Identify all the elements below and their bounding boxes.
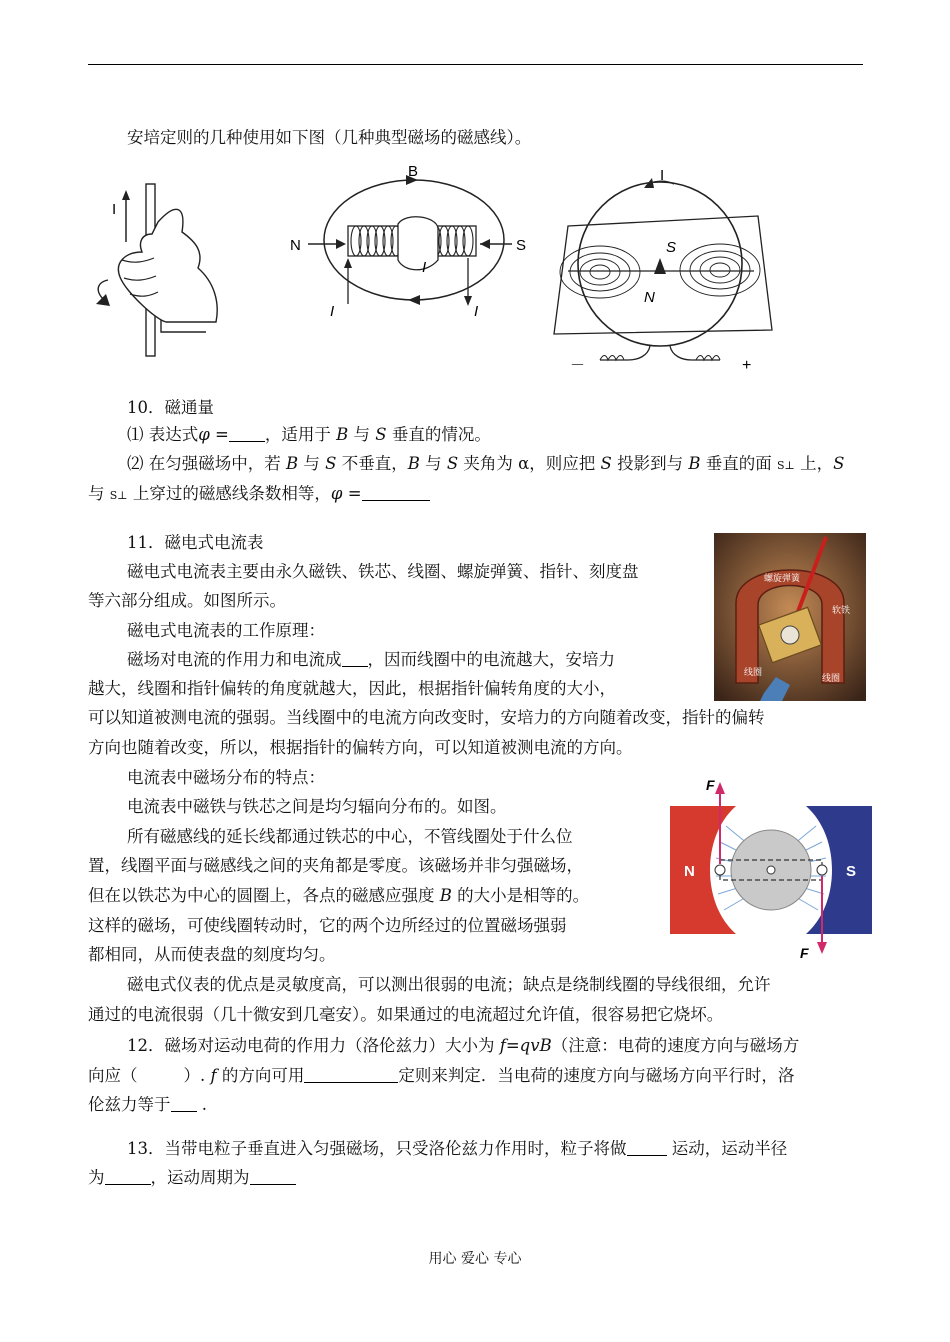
blank-motion[interactable]	[627, 1139, 667, 1156]
label-S: S	[516, 237, 527, 254]
label-S: S	[666, 239, 677, 256]
var-S: S	[446, 454, 459, 473]
iron-core	[781, 626, 799, 644]
sec11-l15: 磁电式仪表的优点是灵敏度高，可以测出很弱的电流；缺点是绕制线圈的导线很细，允许	[127, 975, 771, 994]
text: 运动，运动半径	[666, 1139, 788, 1158]
sec11-l8: 电流表中磁场分布的特点：	[127, 768, 325, 787]
label-I-right: I	[474, 303, 479, 320]
blank-proportion[interactable]	[342, 650, 368, 667]
sec11-l6: 可以知道被测电流的强弱。当线圈中的电流方向改变时，安培力的方向随着改变，指针的偏转	[88, 708, 765, 727]
field-arrow-bottom	[408, 295, 420, 305]
label-S: S	[846, 863, 857, 880]
var-B: B	[688, 454, 701, 473]
force-up-head	[715, 782, 725, 794]
text: 13．当带电粒子垂直进入匀强磁场，只受洛伦兹力作用时，粒子将做	[127, 1139, 627, 1158]
text: 不垂直，	[336, 454, 408, 473]
text: 但在以铁芯为中心的圆圈上，各点的磁感应强度	[88, 886, 440, 905]
sec11-l2: 等六部分组成。如图所示。	[88, 591, 286, 610]
field-curl-head	[96, 294, 110, 306]
label-B: B	[408, 164, 419, 180]
sec11-l4	[127, 648, 615, 672]
figure-solenoid	[286, 164, 536, 324]
page-footer: 用心 爱心 专心	[428, 1251, 522, 1267]
var-B: B	[439, 886, 452, 905]
hand-shape	[398, 217, 438, 270]
sec11-l12	[88, 884, 589, 908]
s-perp: S⊥	[109, 489, 128, 502]
label-coil-right: 线圈	[822, 673, 841, 683]
equals: =	[342, 484, 362, 503]
S-arrow-head	[480, 239, 490, 249]
sec11-l3: 磁电式电流表的工作原理：	[127, 621, 325, 640]
sec11-l13: 这样的磁场，可使线圈转动时，它的两个边所经过的位置磁场强弱	[88, 916, 567, 935]
text: 的大小是相等的。	[451, 886, 590, 905]
intro-text: 安培定则的几种使用如下图（几种典型磁场的磁感线）。	[127, 128, 532, 147]
sec11-l9: 电流表中磁铁与铁芯之间是均匀辐向分布的。如图。	[127, 797, 507, 816]
figure-circular-loop	[548, 164, 778, 378]
s-perp: S⊥	[777, 459, 795, 472]
text: 定则来判定．当电荷的速度方向与磁场方向平行时，洛	[398, 1066, 795, 1085]
phi-symbol: φ	[198, 425, 210, 444]
blank-rule[interactable]	[304, 1066, 398, 1083]
label-N: N	[290, 237, 301, 254]
sec11-title: 11．磁电式电流表	[127, 533, 264, 552]
lead-right-arrow	[464, 296, 472, 306]
label-coil-left: 线圈	[744, 667, 763, 677]
lead-right	[670, 346, 720, 360]
var-S: S	[325, 454, 337, 473]
sec13-l1	[127, 1137, 787, 1161]
label-spring: 螺旋弹簧	[764, 573, 801, 583]
text: .	[196, 1095, 207, 1114]
var-S: S	[375, 425, 387, 444]
sec11-l11: 置，线圈平面与磁感线之间的夹角都是零度。该磁场并非匀强磁场，	[88, 856, 583, 875]
text: 的方向可用	[216, 1066, 305, 1085]
blank-radius[interactable]	[105, 1168, 151, 1185]
hand-shape	[118, 209, 217, 322]
text: 为	[88, 1168, 105, 1187]
text: 上穿过的磁感线条数相等，	[127, 484, 331, 503]
figure-radial-field	[666, 776, 876, 964]
label-I: I	[660, 167, 665, 184]
text: ，适用于	[264, 425, 337, 444]
current-arrow-head	[122, 190, 130, 200]
var-S: S	[833, 454, 845, 473]
text: 与	[419, 454, 447, 473]
label-F-bottom: F	[800, 945, 809, 961]
sec10-line3	[88, 482, 430, 508]
N-arrow-head	[336, 239, 346, 249]
text: 夹角为 α，则应把	[458, 454, 601, 473]
figure-galvanometer-photo	[714, 533, 866, 701]
text: ）.	[183, 1066, 211, 1085]
text: ⑵ 在匀强磁场中，若	[127, 454, 286, 473]
text: 垂直的情况。	[386, 425, 491, 444]
text: ，因而线圈中的电流越大，安培力	[367, 650, 615, 669]
text: 12．磁场对运动电荷的作用力（洛伦兹力）大小为	[127, 1036, 500, 1055]
label-I-mid: I	[422, 259, 427, 276]
text: 上，	[794, 454, 834, 473]
magnet-S	[806, 806, 872, 934]
lead-left-arrow	[344, 258, 352, 268]
wire-left	[715, 865, 725, 875]
label-plus: +	[742, 357, 752, 374]
equals: =	[209, 425, 229, 444]
label-N: N	[644, 289, 655, 306]
plane-shape	[554, 216, 772, 334]
sec11-l10: 所有磁感线的延长线都通过铁芯的中心，不管线圈处于什么位	[127, 827, 573, 846]
sec12-l3	[88, 1093, 207, 1117]
text: 磁场对电流的作用力和电流成	[127, 650, 342, 669]
sec12-l2	[88, 1064, 794, 1088]
label-F-top: F	[706, 777, 715, 793]
var-B: B	[336, 425, 349, 444]
text: 与	[348, 425, 376, 444]
sec11-l1: 磁电式电流表主要由永久磁铁、铁芯、线圈、螺旋弹簧、指针、刻度盘	[127, 562, 639, 581]
text: 垂直的面	[700, 454, 777, 473]
sec10-title: 10．磁通量	[127, 398, 214, 417]
formula: f=qvB	[499, 1036, 552, 1055]
text: 伦兹力等于	[88, 1095, 171, 1114]
header-rule	[88, 64, 863, 65]
sec12-l1	[127, 1034, 799, 1058]
text: 与	[88, 484, 110, 503]
text: （注意：电荷的速度方向与磁场方	[551, 1036, 800, 1055]
sec10-line2	[127, 452, 844, 478]
coil-squiggles	[600, 356, 720, 361]
sec13-l2	[88, 1166, 296, 1190]
axis-center	[767, 866, 775, 874]
var-B: B	[407, 454, 420, 473]
text: 与	[298, 454, 326, 473]
blank-force[interactable]	[171, 1095, 197, 1112]
label-I: I	[112, 201, 117, 218]
var-B: B	[286, 454, 299, 473]
wire-right	[817, 865, 827, 875]
force-down-head	[817, 942, 827, 954]
label-N: N	[684, 863, 695, 880]
sec11-l14: 都相同，从而使表盘的刻度均匀。	[88, 945, 336, 964]
phi-symbol: φ	[330, 484, 343, 503]
sec11-l7: 方向也随着改变，所以，根据指针的偏转方向，可以知道被测电流的方向。	[88, 738, 633, 757]
sec10-line1	[127, 423, 491, 447]
label-I-left: I	[330, 303, 335, 320]
text: ⑴ 表达式	[127, 425, 199, 444]
var-f: f	[210, 1066, 217, 1085]
label-iron: 软铁	[832, 605, 851, 615]
blank-period[interactable]	[250, 1168, 296, 1185]
sec11-l16: 通过的电流很弱（几十微安到几毫安）。如果通过的电流超过允许值，很容易把它烧坏。	[88, 1005, 724, 1024]
blank-flux[interactable]	[229, 425, 265, 442]
text: ，运动周期为	[150, 1168, 250, 1187]
figure-straight-wire	[86, 182, 236, 360]
sec11-l5: 越大，线圈和指针偏转的角度就越大，因此，根据指针偏转角度的大小，	[88, 679, 616, 698]
label-minus: －	[570, 357, 586, 374]
magnet-N	[670, 806, 736, 934]
text: 向应（	[88, 1066, 138, 1085]
blank-flux-2[interactable]	[362, 484, 430, 501]
var-S: S	[600, 454, 612, 473]
text: 投影到与	[611, 454, 689, 473]
